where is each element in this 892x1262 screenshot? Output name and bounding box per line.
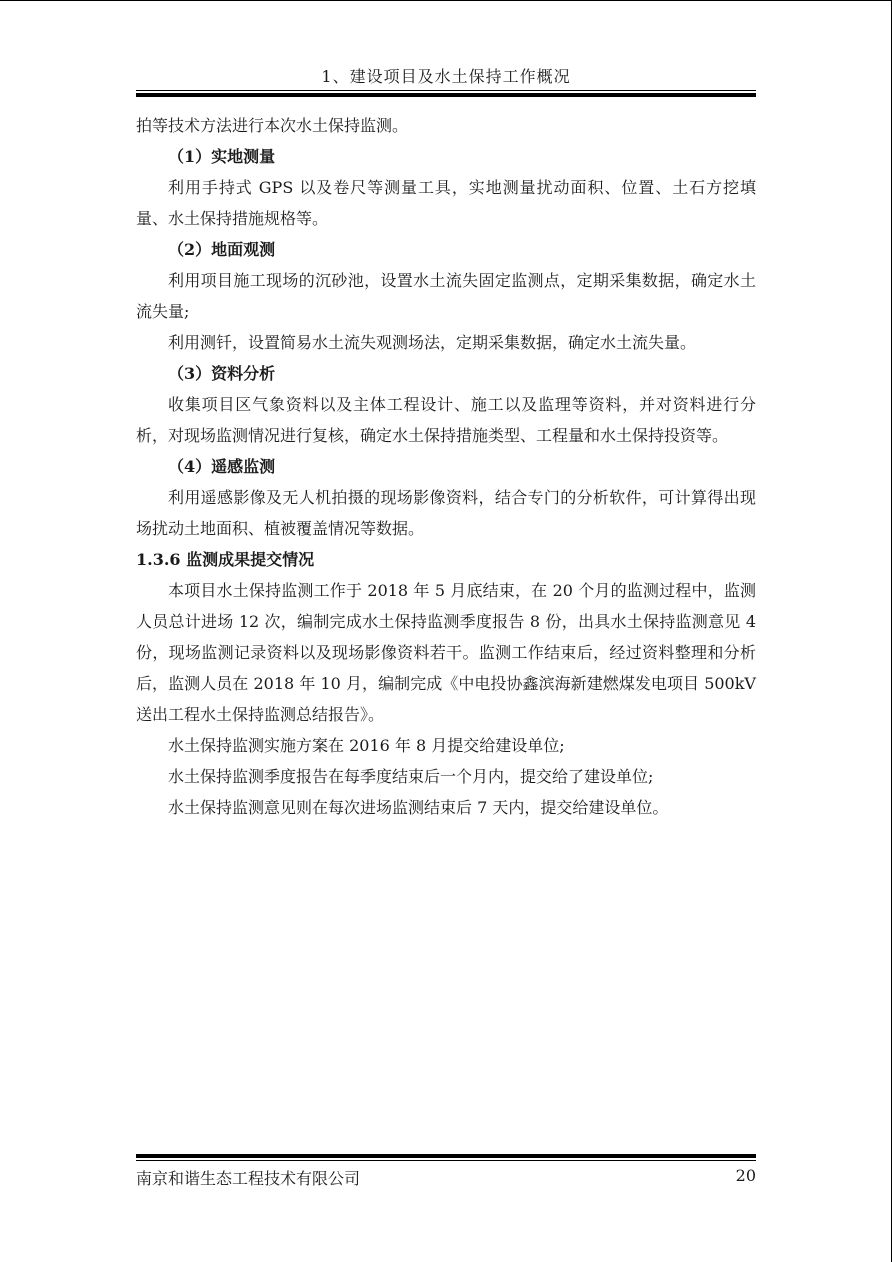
document-body [136, 110, 756, 823]
paragraph-field-survey: 利用手持式 GPS 以及卷尺等测量工具，实地测量扰动面积、位置、土石方挖填量、水土保持措施规格等。 [136, 178, 756, 228]
subheading-data-analysis: （3）资料分析 [168, 364, 276, 383]
paragraph-data-analysis: 收集项目区气象资料以及主体工程设计、施工以及监理等资料，并对资料进行分析，对现场监测情况进行复核，确定水土保持措施类型、工程量和水土保持投资等。 [136, 395, 756, 445]
header-rule [136, 90, 756, 91]
paragraph-continuation: 拍等技术方法进行本次水土保持监测。 [136, 116, 409, 135]
page-border-top [0, 0, 892, 1]
running-header: 1、建设项目及水土保持工作概况 [321, 67, 571, 86]
paragraph-results-summary: 本项目水土保持监测工作于 2018 年 5 月底结束，在 20 个月的监测过程中，监测人员总计进场 12 次，编制完成水土保持监测季度报告 8 份，出具水土保持监测意见 4 份，现场监测记录资料以及现场影像资料若干。监测工作结束后，经过资料整理和分析后，监测人员在 2018 年 10 月，编制完成《中电投协鑫滨海新建燃煤发电项目 500kV 送出工程水土保持监测总结报告》。 [136, 581, 756, 724]
paragraph-opinion-submission: 水土保持监测意见则在每次进场监测结束后 7 天内，提交给建设单位。 [168, 798, 669, 817]
section-heading-results: 1.3.6 监测成果提交情况 [136, 550, 315, 569]
paragraph-remote-sensing: 利用遥感影像及无人机拍摄的现场影像资料，结合专门的分析软件，可计算得出现场扰动土地面积、植被覆盖情况等数据。 [136, 488, 756, 538]
footer-rule-thick [136, 1154, 756, 1158]
footer-company: 南京和谐生态工程技术有限公司 [136, 1169, 361, 1188]
page-number: 20 [735, 1166, 756, 1185]
header-rule-thick [136, 93, 756, 97]
paragraph-ground-observation-1: 利用项目施工现场的沉砂池，设置水土流失固定监测点，定期采集数据，确定水土流失量; [136, 271, 756, 321]
subheading-field-survey: （1）实地测量 [168, 147, 276, 166]
paragraph-ground-observation-2: 利用测钎，设置简易水土流失观测场法，定期采集数据，确定水土流失量。 [168, 333, 697, 352]
subheading-ground-observation: （2）地面观测 [168, 240, 276, 259]
footer-rule [136, 1160, 756, 1161]
paragraph-quarterly-submission: 水土保持监测季度报告在每季度结束后一个月内，提交给了建设单位; [168, 767, 654, 786]
subheading-remote-sensing: （4）遥感监测 [168, 457, 276, 476]
paragraph-plan-submission: 水土保持监测实施方案在 2016 年 8 月提交给建设单位; [168, 736, 565, 755]
